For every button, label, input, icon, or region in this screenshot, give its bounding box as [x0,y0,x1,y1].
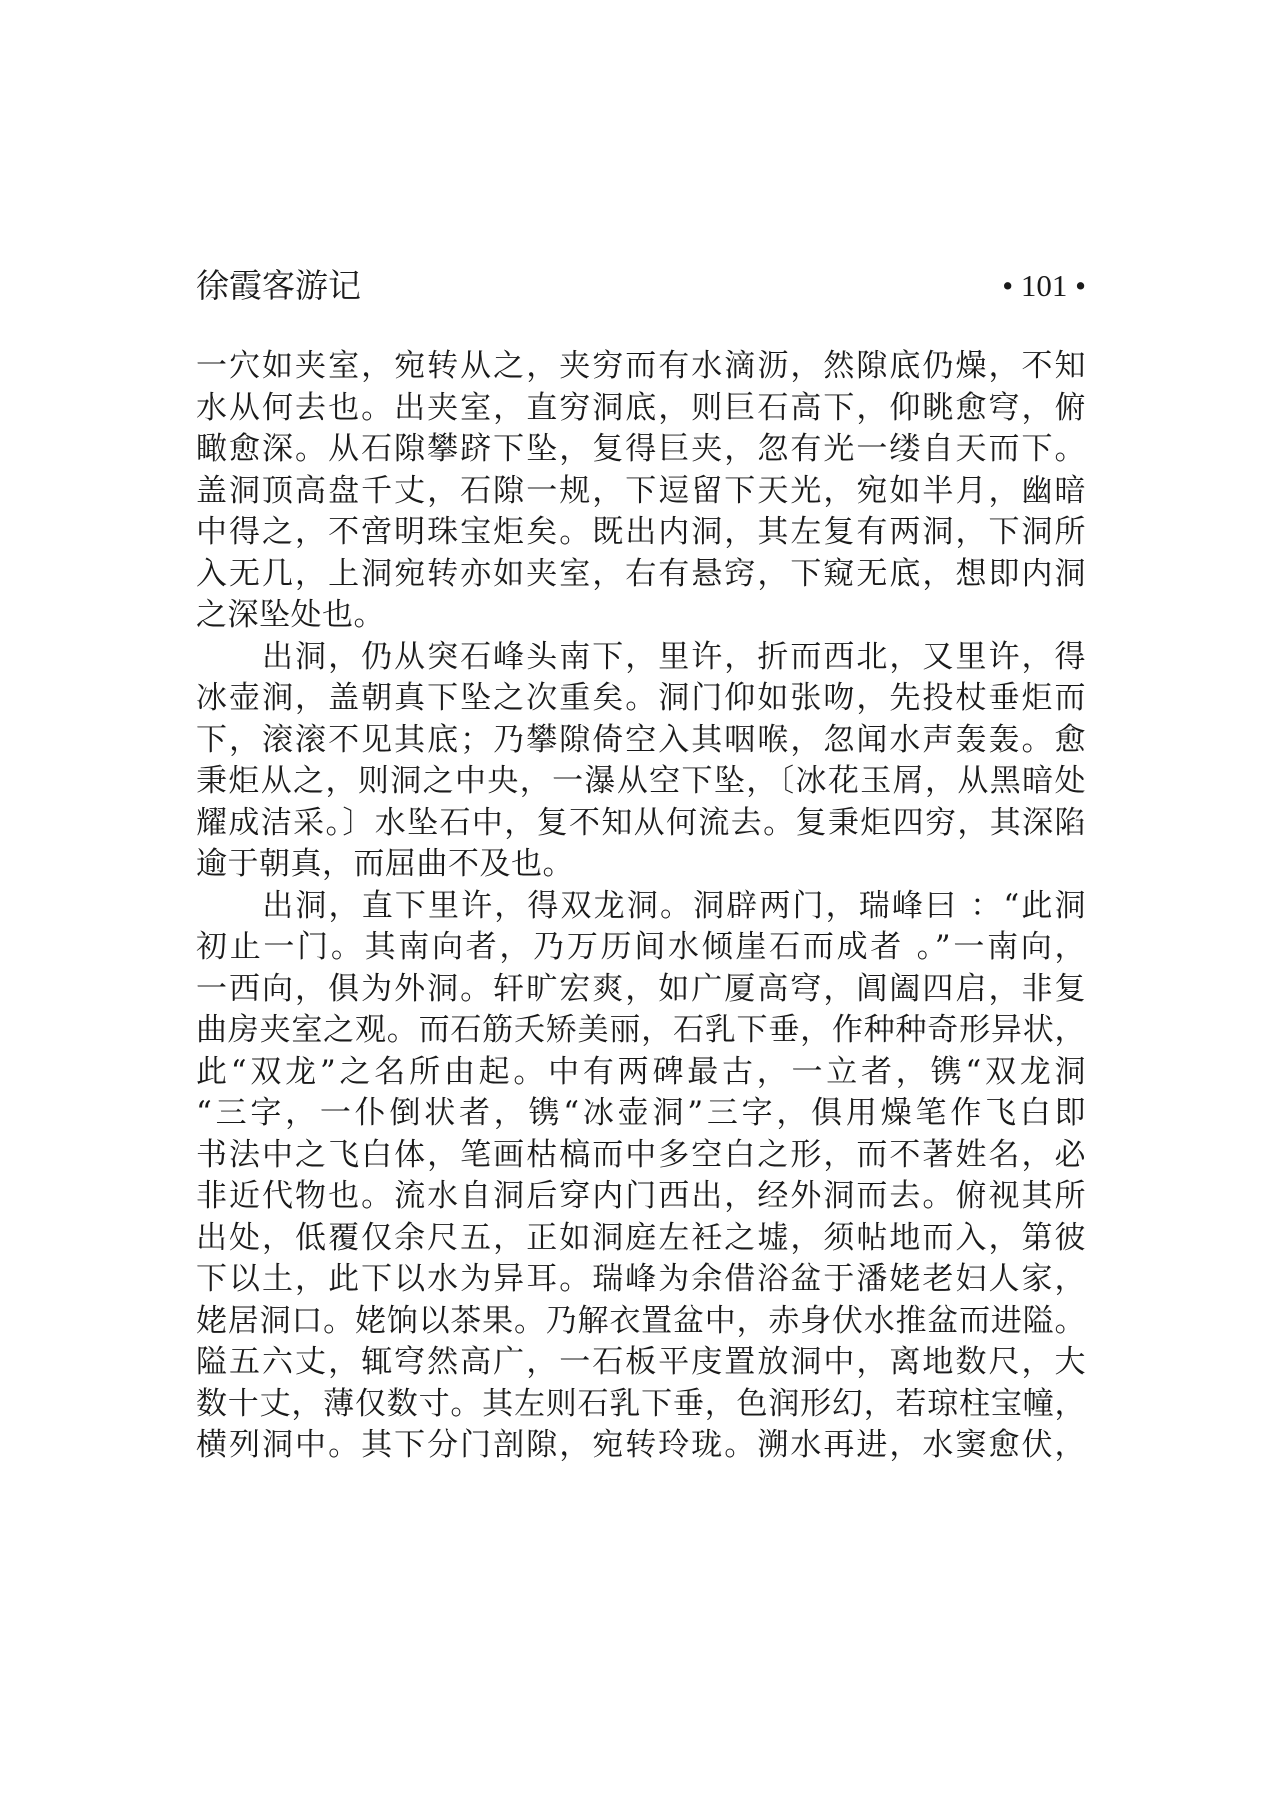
text-line: 之深坠处也。 [196,597,385,633]
text-line: “三字，一仆倒状者，镌“冰壶洞”三字，俱用燥笔作飞白即 [196,1095,1086,1131]
text-line: 出洞，仍从突石峰头南下，里许，折而西北，又里许，得 [196,638,1086,675]
text-line: 瞰愈深。从石隙攀跻下坠，复得巨夹，忽有光一缕自天而下。 [196,431,1086,467]
text-line: 非近代物也。流水自洞后穿内门西出，经外洞而去。俯视其所 [196,1178,1086,1214]
page-header [196,262,1086,310]
text-line: 出洞，直下里许，得双龙洞。洞辟两门，瑞峰曰 ：“此洞 [196,887,1086,924]
text-line: 秉炬从之，则洞之中央，一瀑从空下坠，〔冰花玉屑，从黑暗处 [196,763,1086,799]
text-line: 书法中之飞白体，笔画枯槁而中多空白之形，而不著姓名，必 [196,1136,1086,1173]
text-line: 初止一门。其南向者，乃万历间水倾崖石而成者 。”一南向， [196,929,1086,965]
text-line: 此“双龙”之名所由起。中有两碑最古，一立者，镌“双龙洞 [196,1053,1086,1090]
text-line: 耀成洁采。〕水坠石中，复不知从何流去。复秉炬四穷，其深陷 [196,804,1086,841]
text-line: 下，滚滚不见其底；乃攀隙倚空入其咽喉，忽闻水声轰轰。愈 [196,721,1086,758]
text-line: 冰壶涧，盖朝真下坠之次重矣。洞门仰如张吻，先投杖垂炬而 [196,680,1086,716]
text-line: 逾于朝真，而屈曲不及也。 [196,846,574,882]
text-line: 水从何去也。出夹室，直穷洞底，则巨石高下，仰眺愈穹，俯 [196,389,1086,426]
page-number: • 101 • [1002,268,1086,303]
text-line: 中得之，不啻明珠宝炬矣。既出内洞，其左复有两洞，下洞所 [196,514,1086,550]
text-line: 数十丈，薄仅数寸。其左则石乳下垂，色润形幻，若琼柱宝幢， [196,1385,1086,1422]
text-line: 隘五六丈，辄穹然高广，一石板平庋置放洞中，离地数尺，大 [196,1344,1086,1380]
text-line: 盖洞顶高盘千丈，石隙一规，下逗留下天光，宛如半月，幽暗 [196,472,1086,509]
book-title: 徐霞客游记 [196,266,361,305]
text-line: 曲房夹室之观。而石筋夭矫美丽，石乳下垂，作种种奇形异状， [196,1012,1086,1048]
text-line: 入无几，上洞宛转亦如夹室，右有悬窍，下窥无底，想即内洞 [196,555,1086,592]
text-line: 横列洞中。其下分门剖隙，宛转玲珑。溯水再进，水窦愈伏， [196,1427,1086,1463]
text-line: 出处，低覆仅余尺五，正如洞庭左衽之墟，须帖地而入，第彼 [196,1219,1086,1256]
body-text [196,346,1086,1467]
text-line: 一穴如夹室，宛转从之，夹穷而有水滴沥，然隙底仍燥，不知 [196,348,1086,384]
text-line: 一西向，俱为外洞。轩旷宏爽，如广厦高穹，阊阖四启，非复 [196,970,1086,1007]
text-line: 下以土，此下以水为异耳。瑞峰为余借浴盆于潘姥老妇人家， [196,1261,1086,1297]
text-line: 姥居洞口。姥饷以茶果。乃解衣置盆中，赤身伏水推盆而进隘。 [196,1302,1086,1339]
